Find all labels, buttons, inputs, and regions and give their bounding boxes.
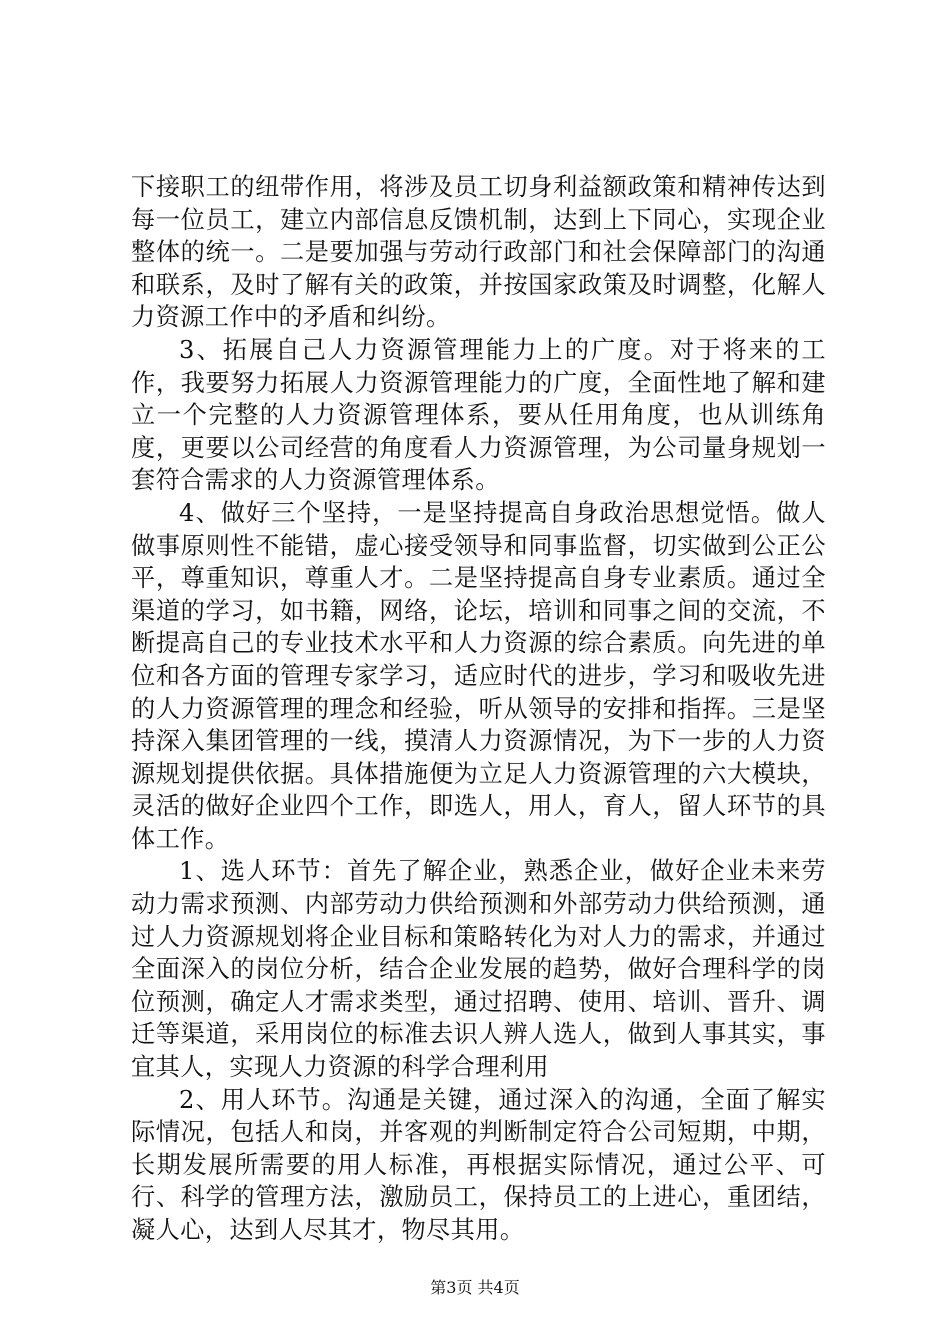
document-body xyxy=(131,171,826,1247)
paragraph-selection-stage: 1、选人环节：首先了解企业，熟悉企业，做好企业未来劳动力需求预测、内部劳动力供给预测和外部劳动力供给预测，通过人力资源规划将企业目标和策略转化为对人力的需求，并通过全面深入的岗位分析，结合企业发展的趋势，做好合理科学的岗位预测，确定人才需求类型，通过招聘、使用、培训、晋升、调迁等渠道，采用岗位的标准去识人辨人选人，做到人事其实，事宜其人，实现人力资源的科学合理利用 xyxy=(131,857,826,1082)
paragraph-employment-stage: 2、用人环节。沟通是关键，通过深入的沟通，全面了解实际情况，包括人和岗，并客观的判断制定符合公司短期，中期，长期发展所需要的用人标准，再根据实际情况，通过公平、可行、科学的管理方法，激励员工，保持员工的上进心，重团结，凝人心，达到人尽其才，物尽其用。 xyxy=(131,1085,826,1244)
paragraph-continuation: 下接职工的纽带作用，将涉及员工切身利益额政策和精神传达到每一位员工，建立内部信息反馈机制，达到上下同心，实现企业整体的统一。二是要加强与劳动行政部门和社会保障部门的沟通和联系，及时了解有关的政策，并按国家政策及时调整，化解人力资源工作中的矛盾和纠纷。 xyxy=(131,173,826,332)
paragraph-item-3: 3、拓展自己人力资源管理能力上的广度。对于将来的工作，我要努力拓展人力资源管理能力的广度，全面性地了解和建立一个完整的人力资源管理体系，要从任用角度，也从训练角度，更要以公司经营的角度看人力资源管理，为公司量身规划一套符合需求的人力资源管理体系。 xyxy=(131,335,826,495)
paragraph-item-4: 4、做好三个坚持，一是坚持提高自身政治思想觉悟。做人做事原则性不能错，虚心接受领导和同事监督，切实做到公正公平，尊重知识，尊重人才。二是坚持提高自身专业素质。通过全渠道的学习，如书籍，网络，论坛，培训和同事之间的交流，不断提高自己的专业技术水平和人力资源的综合素质。向先进的单位和各方面的管理专家学习，适应时代的进步，学习和吸收先进的人力资源管理的理念和经验，听从领导的安排和指挥。三是坚持深入集团管理的一线，摸清人力资源情况，为下一步的人力资源规划提供依据。具体措施便为立足人力资源管理的六大模块，灵活的做好企业四个工作，即选人，用人，育人，留人环节的具体工作。 xyxy=(131,498,826,853)
page-footer: 第3页 共4页 xyxy=(430,1278,520,1297)
